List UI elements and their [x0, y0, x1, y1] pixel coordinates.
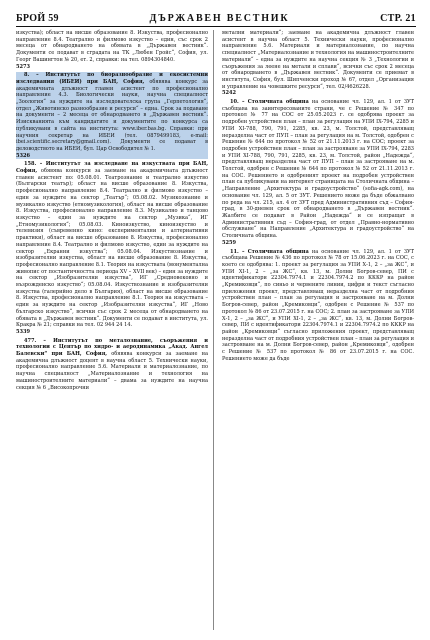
notice-text: обявява конкурси за заемане на академичната длъжност главен асистент по: 05.08.01. Театрознание и театрално изкуство (Български театър); област на висше образование 8. Изкуства, професионално направление 8.4. Театрално и филмово изкуство – един за нуждите на сектор „Театър“; 05.08.02. Музикознание и музикално изкуство (етномузикология), област на висше образование 8. Изкуства, професионално направление 8.3. Музикално и танцово изкуство – един за нуждите на сектор „Музика“, ИГ „Етномузикология“; 05.08.03. Киноизкуство, киноизкуство и телевизия (съвременно кино: експериментални и алтернативни практики), област на висше образование 8. Изкуства, професионално направление 8.4. Театрално и филмово изкуство, един за нуждите на сектор „Екранни изкуства“; 05.08.04. Изкуствознание и изобразителни изкуства, област на висше образование 8. Изкуства, професионално направление 8.1. Теория на изкуствата (монументална живопис от постантичността периода XV – XVII век) – един за нуждите на сектор „Изобразителни изкуства“, ИГ „Средновековно и възрожденско изкуство“; 05.08.04. Изкуствознание и изобразителни изкуства (галерийно дело в България), област на висше образование 8. Изкуства, професионално направление 8.1. Теория на изкуствата – един за нуждите на сектор „Изобразителни изкуства“, ИГ „Ново българско изкуство“, всички със срок 2 месеца от обнародването на обявата в „Държавен вестник“. Документи се подават в института, ул. Кракра № 21; справки на тел. 02 944 24 14. — [16, 168, 208, 329]
page-header — [16, 8, 416, 27]
notice-paragraph — [222, 99, 414, 240]
notice-code: 5259 — [222, 239, 237, 246]
notice-text: обявява конкурси за заемане на академична длъжност доцент в научна област 5. Технически науки, професионално направление 5.6. Материали и материалознание, по научна специалност „Материалознание и технология на машиностроителните материали“ – двама за нуждите на научна секция № 6 „Високопрочни — [16, 351, 209, 391]
notice-text: на основание чл. 129, ал. 1 от ЗУТ съобщава на заинтересованите страни, че с Решение № 347 по протокол № 77 на СОС от 25.05.2023 г. се одобрява проект за подробен устройствен план – план за регулация на УПИ IX-794, 2285 и УПИ XI-788, 790, 791, 2285, кв. 23, м. Толстой, представляващ неразделна част от ПУП – план за регулация на м. Толстой, одобрен с Решение № 644 по протокол № 52 от 21.11.2013 г. на СОС; проект за подробен устройствен план – план за застрояване за УПИ IX-794, 2283 и УПИ XI-788, 790, 791, 2285, кв. 23, м. Толстой, район „Надежда“, представляващ неразделна част от ПУП – план за застрояване на м. Толстой, одобрен с Решение № 644 по протокол № 52 от 21.11.2013 г. на СОС. Решението и одобреният проект на подробен устройствен план са публикувани на интернет страницата на Столичната община – „Направление „Архитектура и градоустройство“ (sofia-agk.com), на основание чл. 129, ал. 5 от ЗУТ. Решението може да бъде обжалвано по реда на чл. 215, ал. 4 от ЗУТ пред Административния съд – София-град, в 30-дневен срок от обнародването в „Държавен вестник“. Жалбите се подават в Район „Надежда“ и се изпращат в Административния съд – София-град, от отдел „Правно-нормативно обслужване“ на Направление „Архитектура и градоустройство“ на Столичната община. — [222, 99, 414, 240]
notice-code: 5326 — [16, 153, 208, 160]
notice-heading: 10. – Столичната община — [230, 99, 309, 106]
notice-code: 5339 — [16, 328, 31, 335]
notice-heading: 477. – Институтът по металознание, съоръжения и технологии с Център по хидро- и аеродинамика „Акад. Ангел Балевски“ при БАН, София, — [16, 337, 208, 358]
left-column — [16, 30, 208, 391]
notice-paragraph — [16, 338, 208, 392]
newspaper-title: ДЪРЖАВЕН ВЕСТНИК — [149, 13, 290, 24]
notice-text: метални материали“; заемане на академична длъжност главен асистент в научна област 5. Технически науки, професионално направление 5.6. Материали и материалознание, по научна специалност „Материалознание и технология на машиностроителните материали“ – една за нуждите на научна секция № 3 „Технологии и съоръжения за леене на метали и сплави“, всички със срок 2 месеца от обнародването в „Държавен вестник“. Документи се приемат в института, София, бул. Шипченски проход № 67, отдел „Организация и управление на човешките ресурси“, тел. 02/4626228. — [222, 30, 414, 90]
notice-text: обявява конкурс за академичната длъжност главен асистент по професионално направление 4.3. Биологически науки, научна специалност „Зоология“ за нуждите на изследователска група „Герпетология“, отдел „Животинско разнообразие и ресурси“ – една. Срок за подаване на документи – 2 месеца от обнародването в „Държавен вестник“. Изискванията към кандидатите и документите по конкурса са публикувани в сайта на института: www.iber.bas.bg. Справки: при научния секретар на ИБЕИ (тел. 0879499183, e-mail: ibei.scientific.secretary@gmail.com). Документи се подават в деловодството на ИБЕИ, бул. Цар Освободител № 1. — [16, 78, 208, 152]
notice-code: 5273 — [16, 63, 31, 70]
notice-paragraph — [16, 72, 208, 152]
notice-text: на основание чл. 129, ал. 1 от ЗУТ съобщава Решение № 436 по протокол № 78 от 15.06.2023 г. на СОС, с което се одобрява: 1. проект за регулация за УПИ Х-1, 2 – „за ЖС“, и УПИ ХІ-1, 2 – „за ЖС“, кв. 13, м. Долни Богров-север, ПИ с идентификатори 22304.7974.1 и 22304.7974.2 по КККР на район „Кремиковци“, по синьо и червените линии, цифри и текст съгласно приложения проект, представляващ неразделна част от подробния устройствен план – план за регулация и застрояване на м. Долни Богров-север, район „Кремиковци“, одобрен с Решение № 537 по протокол № 86 от 23.07.2015 г. на СОС; 2. план за застрояване за УПИ Х-1, 2 – „за ЖС“, и УПИ ХІ-1, 2 – „за ЖС“, кв. 13, м. Долни Богров-север, ПИ с идентификатори 22304.7974.1 и 22304.7974.2 по КККР на район „Кремиковци“ съгласно приложения проект, представляващ неразделна част от подробния устройствен план – план за регулация и застрояване на м. Долни Богров-север, район „Кремиковци“, одобрен с Решение № 537 по протокол № 86 от 23.07.2015 г. на СОС. Решението може да бъде — [222, 248, 414, 362]
column-divider — [213, 30, 214, 630]
notice-paragraph — [16, 161, 208, 329]
notice-paragraph — [222, 249, 414, 363]
notice-heading: 11. – Столичната община — [230, 248, 309, 255]
notice-heading: 158. – Институтът за изследване на изкуствата при БАН, София, — [16, 161, 208, 175]
issue-number: БРОЙ 59 — [16, 13, 59, 24]
right-column — [222, 30, 414, 362]
notice-code: 5242 — [222, 90, 237, 97]
notice-text: изкуства); област на висше образование 8. Изкуства, професионално направление 8.4. Театрално и филмово изкуство – един, със срок 2 месеца от обнародването на обявата в „Държавен вестник“. Документи се подават в сградата на ТК „Любен Гройс“, София, ул. Георг Вашингтон № 20, ет. 2, справки: на тел. 0894304840. — [16, 30, 208, 63]
notice-heading: 8. – Институтът по биоразнообразие и екосистемни изследвания (ИБЕИ) при БАН, София, — [16, 72, 208, 85]
page-number: СТР. 21 — [380, 13, 416, 24]
